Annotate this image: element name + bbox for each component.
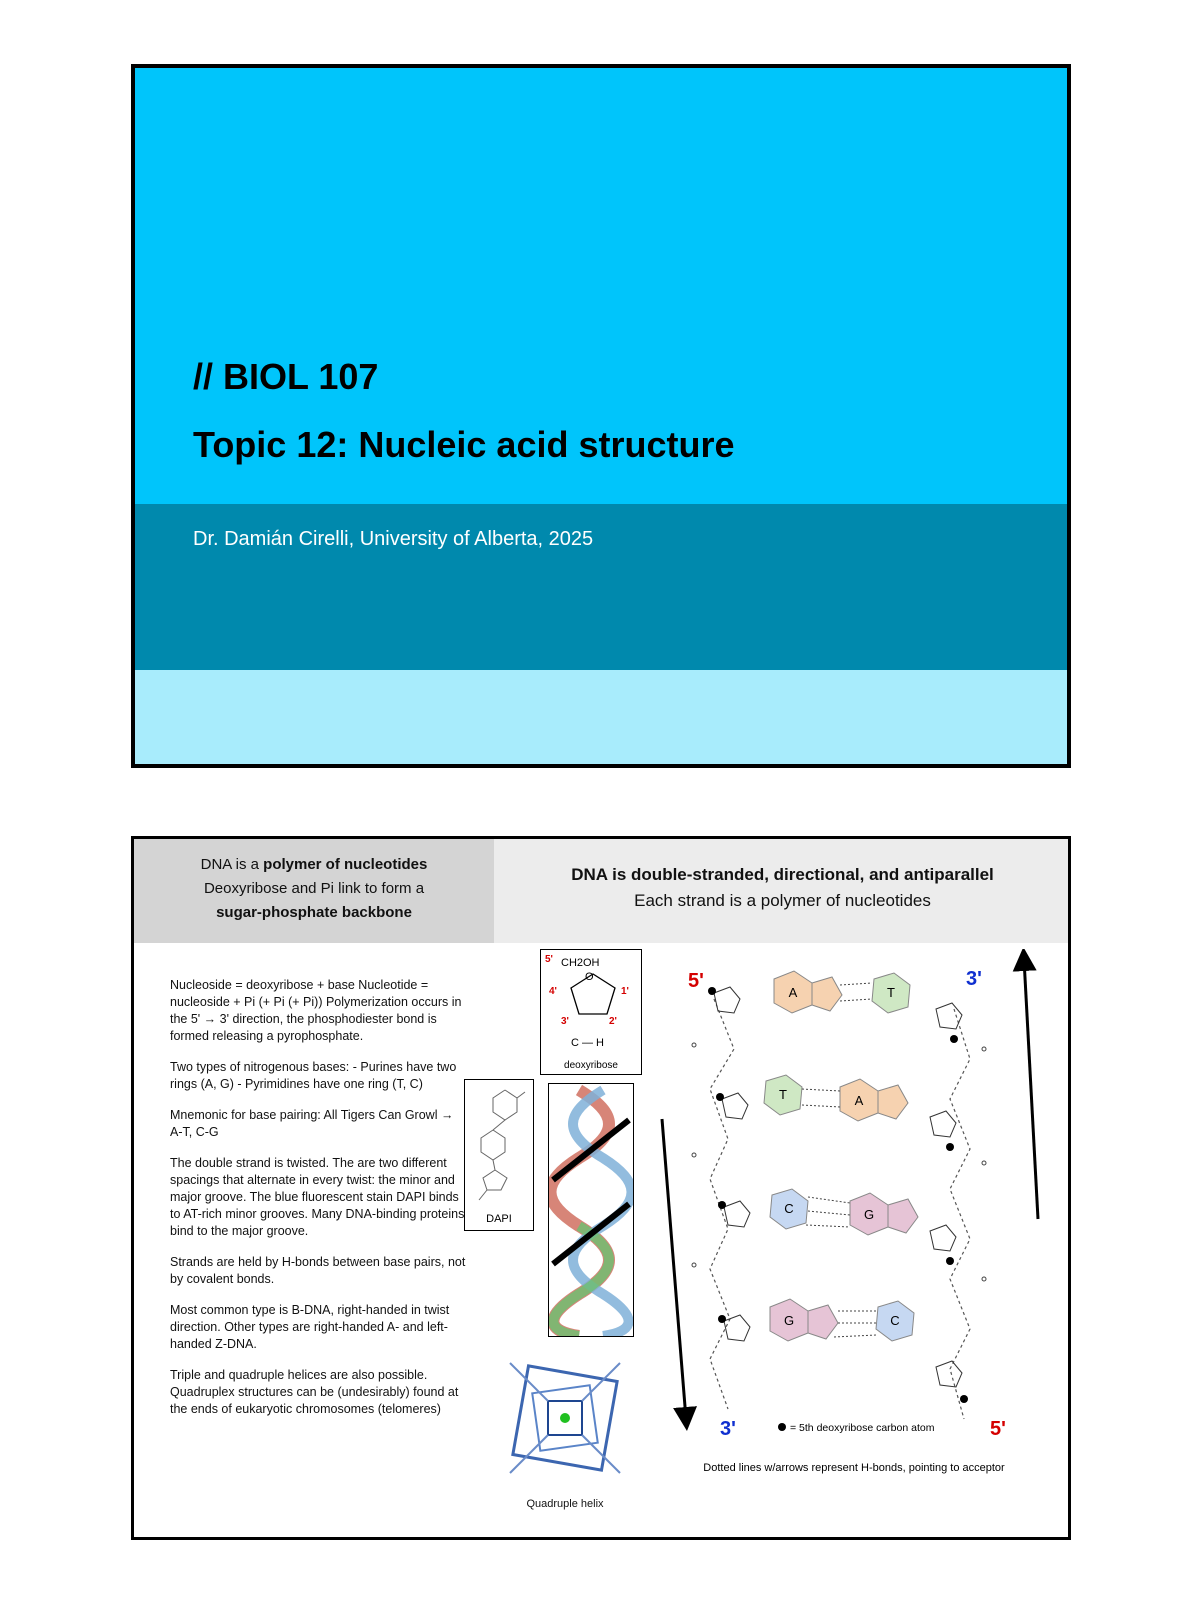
dapi-figure [464,1079,534,1231]
header-left-line3 [134,901,494,925]
base-pair-3 [770,1189,918,1235]
header-left-line3-bold: sugar-phosphate backbone [216,904,412,921]
header-left-line1-pre: DNA is a [200,856,264,873]
carbon-4: 4' [549,986,557,997]
header-right [494,839,1071,943]
legend-marker [778,1423,786,1431]
down-arrow [662,1119,686,1419]
bottom-band [135,670,1067,768]
bp1-left: A [788,985,798,1000]
bp3-right: G [863,1207,875,1222]
header-right-subtitle: Each strand is a polymer of nucleotides [634,891,931,910]
ring-oxygen: O [585,971,594,983]
double-helix-figure [548,1083,634,1337]
footnote: Dotted lines w/arrows represent H-bonds, pointing to acceptor [703,1462,1005,1474]
deoxyribose-diagram [541,950,641,1074]
para-mnemonic: Mnemonic for base pairing: All Tigers Can Growl → A-T, C-G [170,1108,454,1139]
bp4-right: C [890,1313,900,1328]
course-code: // BIOL 107 [193,356,379,397]
quad-label: Quadruple helix [526,1498,604,1510]
legend-text: = 5th deoxyribose carbon atom [790,1422,935,1434]
label-top-right: 3' [966,968,982,990]
header-left [134,839,494,943]
deoxyribose-label: deoxyribose [564,1060,618,1071]
bp4-left: G [783,1313,795,1328]
deoxyribose-figure [540,949,642,1075]
base-pair-2 [764,1075,908,1121]
title-slide [131,64,1071,768]
up-arrow [1024,959,1038,1219]
header-left-line1-bold: polymer of nucleotides [263,856,428,873]
para-hbonds: Strands are held by H-bonds between base pairs, not by covalent bonds. [170,1255,466,1286]
bp2-left: T [779,1087,787,1102]
carbon-2: 2' [609,1016,617,1027]
quadruple-helix-image [490,1343,640,1493]
label-bottom-left: 3' [720,1418,736,1440]
para-nucleoside: Nucleoside = deoxyribose + base Nucleotide = nucleoside + Pi (+ Pi (+ Pi)) Polymerization occurs in the 5' → 3' direction, the phosphodiester bond is formed releasing a pyrophosphate. [170,978,462,1043]
para-grooves: The double strand is twisted. The are two different spacings that alternate in every twist: the minor and major groove. The blue fluorescent stain DAPI binds to AT-rich minor grooves. Many DNA-binding proteins bind to the major groove. [170,1156,465,1238]
topic-title: Topic 12: Nucleic acid structure [193,424,735,465]
header-left-line1 [134,853,494,877]
label-bottom-right: 5' [990,1418,1006,1440]
dna-structure-svg [654,949,1054,1539]
bp2-right: A [854,1093,864,1108]
bp1-right: T [887,985,895,1000]
label-top-left: 5' [688,970,704,992]
para-quadruplex: Triple and quadruple helices are also possible. Quadruplex structures can be (undesirably) found at the ends of eukaryotic chromosomes (telomeres) [170,1368,459,1416]
base-pair-1 [774,971,910,1013]
header-left-line2: Deoxyribose and Pi link to form a [203,880,425,897]
author-line: Dr. Damián Cirelli, University of Alberta, 2025 [193,528,594,550]
dapi-structure [465,1080,533,1230]
bp3-left: C [784,1201,794,1216]
header-right-title: DNA is double-stranded, directional, and antiparallel [571,865,994,884]
content-slide [131,836,1071,1540]
para-bdna: Most common type is B-DNA, right-handed in twist direction. Other types are right-handed A- and left-handed Z-DNA. [170,1303,450,1351]
sugar-bottom: C — H [571,1037,604,1049]
carbon-3: 3' [561,1016,569,1027]
dapi-label: DAPI [486,1213,512,1225]
carbon-1: 1' [621,986,629,997]
quadruple-helix-figure [490,1343,640,1513]
para-bases: Two types of nitrogenous bases: - Purines have two rings (A, G) - Pyrimidines have one ring (T, C) [170,1060,457,1091]
sugar-group: CH2OH [561,957,600,969]
double-helix-image [549,1084,633,1336]
body-text [170,977,466,1432]
dna-strand-diagram [654,949,1054,1539]
carbon-5: 5' [545,954,553,965]
base-pair-4 [770,1299,914,1341]
